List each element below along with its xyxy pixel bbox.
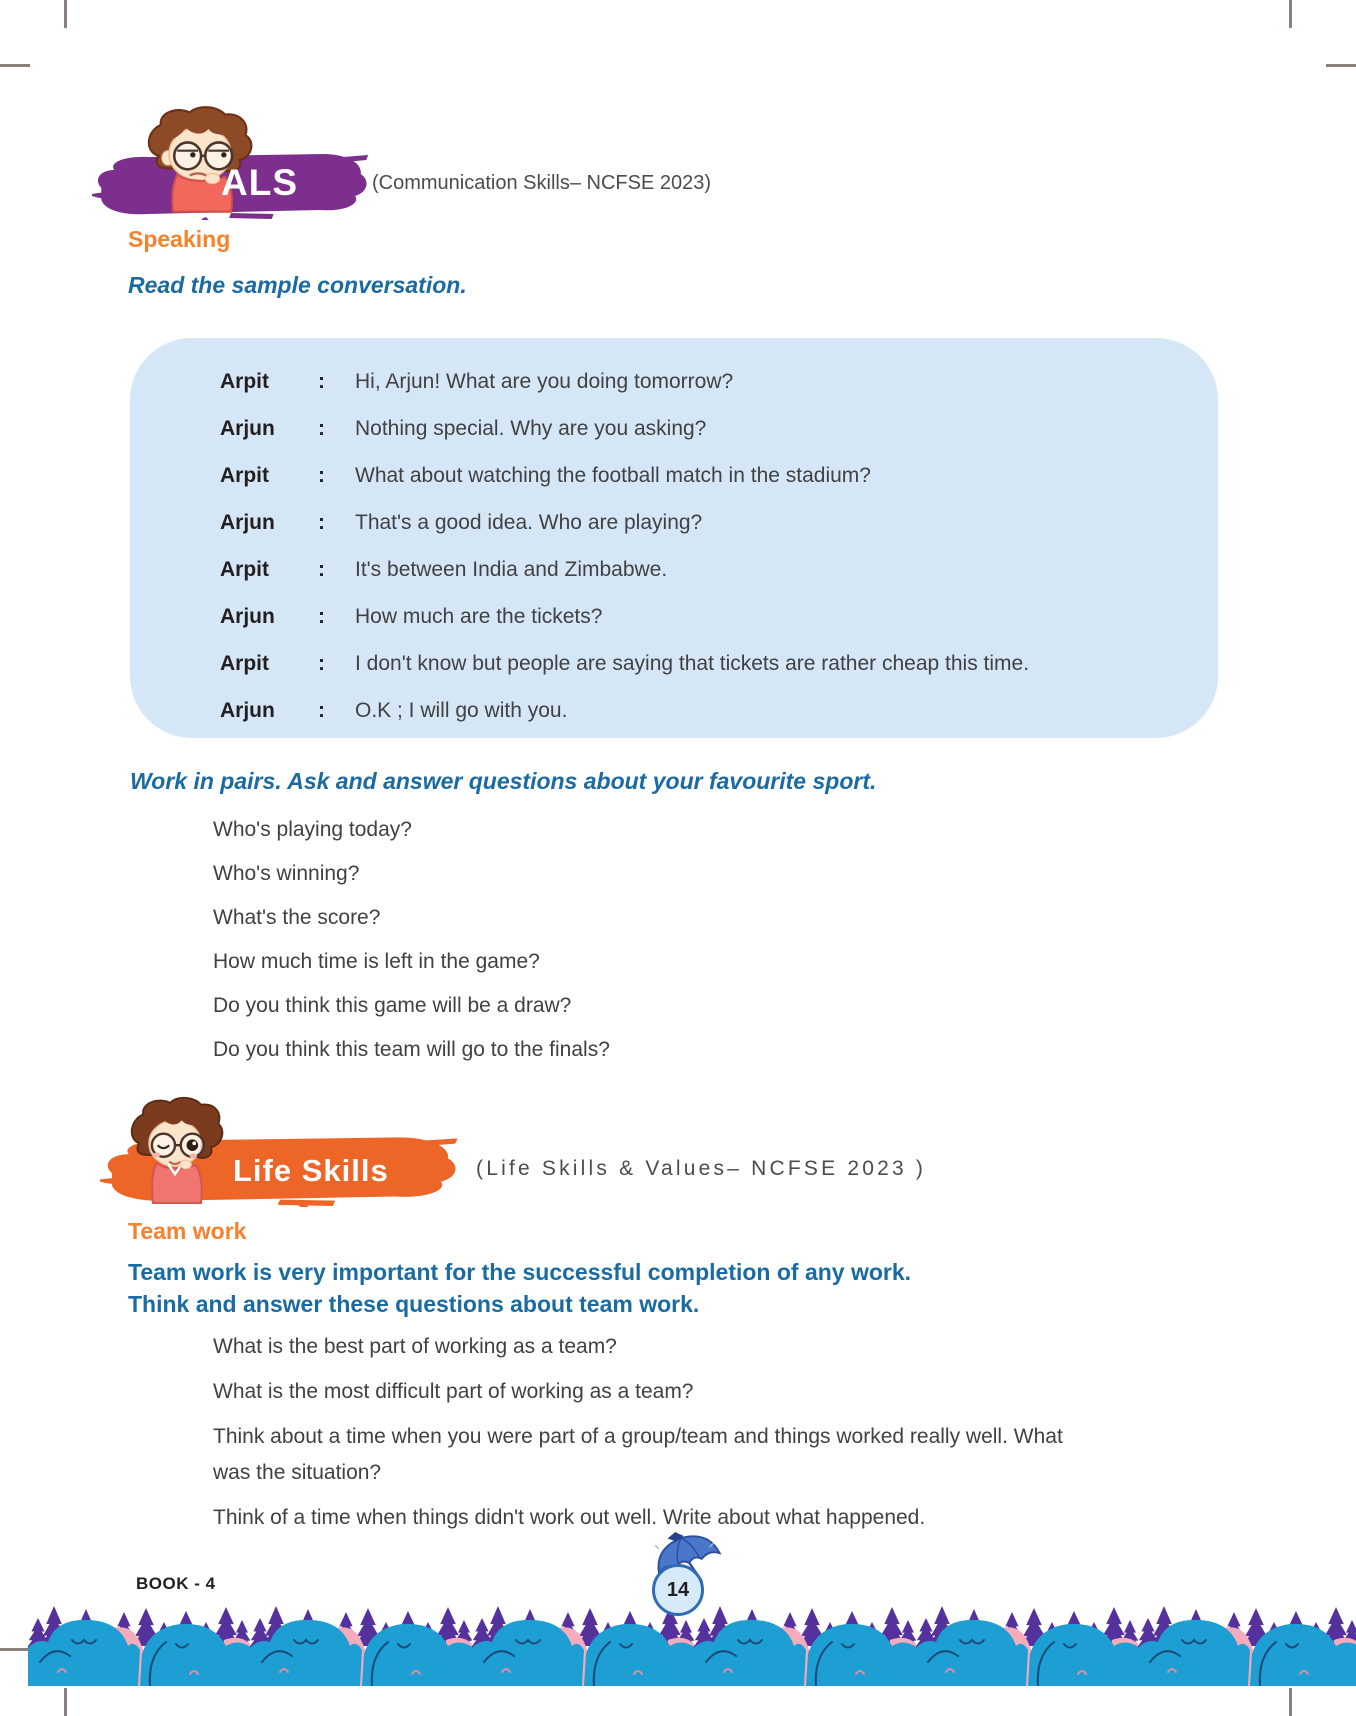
speaker-name: Arpit <box>220 463 269 487</box>
border-pattern-tile <box>28 1598 250 1686</box>
dialogue-text: Hi, Arjun! What are you doing tomorrow? <box>355 369 734 393</box>
colon-separator: : <box>318 604 325 628</box>
page-number-badge <box>652 1564 704 1616</box>
teamwork-question: Think of a time when things didn't work out well. Write about what happened. <box>213 1506 926 1529</box>
border-pattern-tile <box>250 1598 472 1686</box>
als-badge-caption: (Communication Skills– NCFSE 2023) <box>372 172 712 194</box>
crop-mark <box>0 1648 30 1651</box>
dialogue-row <box>130 546 1218 593</box>
colon-separator: : <box>318 416 325 440</box>
colon-separator: : <box>318 698 325 722</box>
speaker-name: Arjun <box>220 416 275 440</box>
speaker-name: Arjun <box>220 698 275 722</box>
book-label: BOOK - 4 <box>136 1574 216 1593</box>
dialogue-text: What about watching the football match in the stadium? <box>355 463 871 487</box>
teamwork-question: What is the most difficult part of working as a team? <box>213 1380 694 1403</box>
page-number: 14 <box>666 1578 690 1601</box>
colon-separator: : <box>318 463 325 487</box>
dialogue-text: I don't know but people are saying that tickets are rather cheap this time. <box>355 651 1030 675</box>
crop-mark <box>1289 1688 1292 1716</box>
sport-question: Who's playing today? <box>213 818 412 841</box>
dialogue-row <box>130 358 1218 405</box>
conversation-box <box>130 338 1218 738</box>
read-conversation-instruction: Read the sample conversation. <box>128 272 467 298</box>
crop-mark <box>64 0 67 28</box>
life-skills-badge-caption: (Life Skills & Values– NCFSE 2023 ) <box>476 1157 927 1180</box>
colon-separator: : <box>318 651 325 675</box>
border-pattern-tile <box>694 1598 916 1686</box>
speaker-name: Arpit <box>220 557 269 581</box>
dialogue-text: That's a good idea. Who are playing? <box>355 510 703 534</box>
als-badge-label: ALS <box>221 162 298 203</box>
speaker-name: Arpit <box>220 369 269 393</box>
team-work-intro <box>128 1256 1088 1320</box>
life-skills-student-icon <box>122 1090 228 1212</box>
border-pattern-tile <box>916 1598 1138 1686</box>
crop-mark <box>64 1688 67 1716</box>
pair-work-instruction: Work in pairs. Ask and answer questions about your favourite sport. <box>130 768 877 794</box>
dialogue-row <box>130 499 1218 546</box>
life-skills-badge-label: Life Skills <box>233 1153 389 1188</box>
crop-mark <box>0 64 30 67</box>
dialogue-row <box>130 687 1218 734</box>
conversation-list <box>130 358 1218 734</box>
team-work-heading: Team work <box>128 1218 247 1244</box>
speaker-name: Arjun <box>220 604 275 628</box>
colon-separator: : <box>318 510 325 534</box>
dialogue-text: O.K ; I will go with you. <box>355 698 568 722</box>
teamwork-questions-list <box>213 1329 1063 1545</box>
sport-question: How much time is left in the game? <box>213 950 540 973</box>
sport-questions-list <box>213 808 610 1072</box>
crop-mark <box>1326 64 1356 67</box>
sport-question: Do you think this team will go to the finals? <box>213 1038 610 1061</box>
colon-separator: : <box>318 557 325 581</box>
teamwork-question: What is the best part of working as a team? <box>213 1335 617 1358</box>
speaker-name: Arjun <box>220 510 275 534</box>
team-work-intro-line: Think and answer these questions about team work. <box>128 1291 700 1317</box>
speaker-name: Arpit <box>220 651 269 675</box>
dialogue-row <box>130 452 1218 499</box>
dialogue-row <box>130 640 1218 687</box>
dialogue-text: How much are the tickets? <box>355 604 603 628</box>
speaking-heading: Speaking <box>128 226 231 252</box>
dialogue-text: Nothing special. Why are you asking? <box>355 416 707 440</box>
crop-mark <box>1289 0 1292 28</box>
border-pattern-tile <box>1138 1598 1356 1686</box>
teamwork-question: Think about a time when you were part of a group/team and things worked really well. What was the situation? <box>213 1425 1063 1484</box>
dialogue-text: It's between India and Zimbabwe. <box>355 557 668 581</box>
sport-question: Who's winning? <box>213 862 360 885</box>
sport-question: What's the score? <box>213 906 381 929</box>
dialogue-row <box>130 593 1218 640</box>
dialogue-row <box>130 405 1218 452</box>
colon-separator: : <box>318 369 325 393</box>
team-work-intro-line: Team work is very important for the successful completion of any work. <box>128 1259 912 1285</box>
border-pattern-tile <box>472 1598 694 1686</box>
sport-question: Do you think this game will be a draw? <box>213 994 572 1017</box>
